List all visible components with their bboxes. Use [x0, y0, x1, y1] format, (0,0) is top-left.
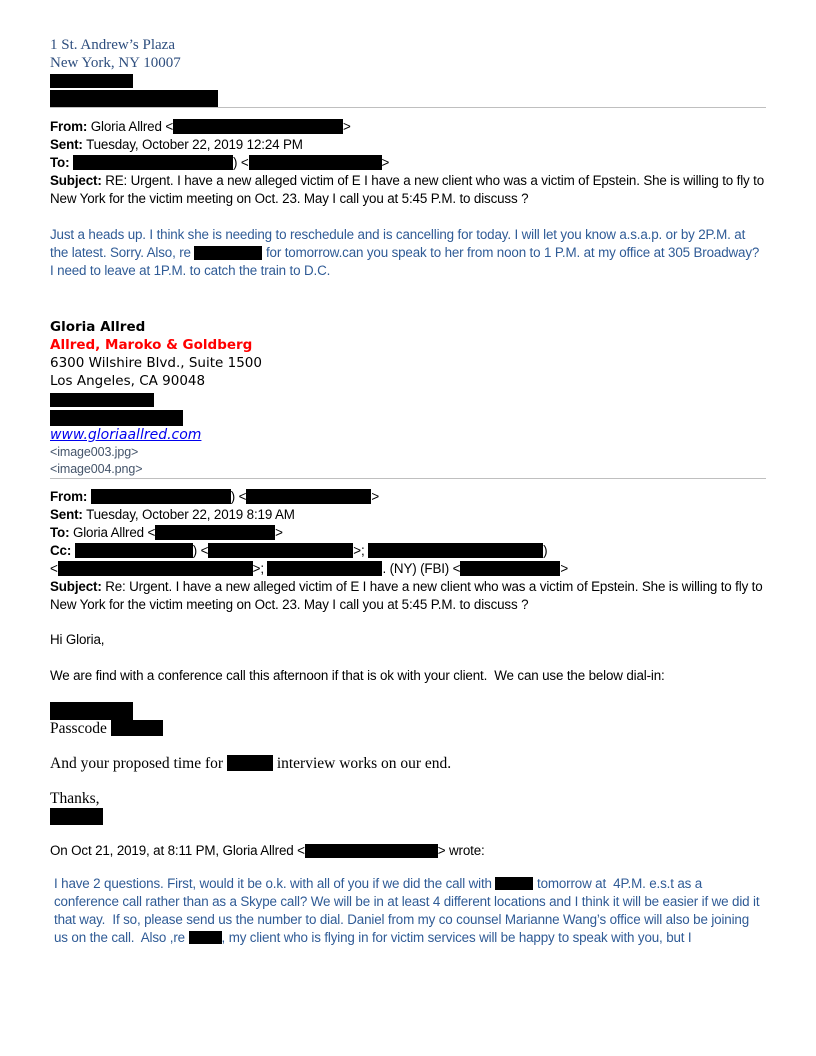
attachment-placeholder-image004: <image004.png> — [50, 462, 143, 476]
letterhead-address-line2: New York, NY 10007 — [50, 55, 181, 71]
redaction-bar — [73, 155, 233, 170]
subject-label: Subject: — [50, 579, 102, 594]
signature-name: Gloria Allred — [50, 319, 146, 335]
redaction-bar — [194, 246, 262, 260]
email2-from-line — [50, 488, 766, 506]
email1-from-line — [50, 118, 766, 136]
subject-value: Re: Urgent. I have a new alleged victim of E I have a new client who was a victim of Epstein. She is willing to fly to New York for the victim meeting on Oct. 23. May I call you at 5:45 P.M. to discuss ? — [50, 579, 763, 612]
from-label: From: — [50, 119, 88, 134]
email2-to-line — [50, 524, 766, 542]
proposed-text: And your proposed time for — [50, 755, 227, 772]
intro-text: > wrote: — [437, 843, 485, 858]
quote-text: , my client who is flying in for victim services will be happy to speak with you, but I — [221, 930, 692, 945]
cc-open: < — [50, 561, 58, 576]
cc-separator: ) — [543, 543, 548, 558]
subject-value: RE: Urgent. I have a new alleged victim of E I have a new client who was a victim of Epstein. She is willing to fly to New York for the victim meeting on Oct. 23. May I call you at 5:45 P.M. to discuss ? — [50, 173, 765, 206]
redaction-bar — [58, 561, 253, 576]
to-close: > — [381, 155, 390, 170]
to-value: Gloria Allred < — [69, 525, 156, 540]
body-text: Just a heads up. I think she is needing to reschedule and is cancelling for today. I will let you know a.s.a.p. or by 2P.M. at the latest. Sorry. Also, re — [50, 227, 749, 260]
sent-label: Sent: — [50, 507, 83, 522]
email2-cc-line1 — [50, 542, 766, 560]
proposed-text: interview works on our end. — [272, 755, 452, 772]
cc-close: > — [560, 561, 569, 576]
redaction-bar — [227, 755, 273, 771]
quote-text: I have 2 questions. First, would it be o.k. with all of you if we did the call with — [54, 876, 496, 891]
passcode-label: Passcode — [50, 720, 111, 737]
redaction-bar — [267, 561, 382, 576]
from-value: Gloria Allred < — [87, 119, 173, 134]
cc-separator: ) < — [192, 543, 209, 558]
redaction-bar — [495, 877, 533, 890]
thread-separator — [50, 478, 766, 479]
redaction-bar — [50, 74, 133, 88]
redaction-bar — [460, 561, 560, 576]
cc-separator: >; — [353, 543, 369, 558]
from-label: From: — [50, 489, 88, 504]
redaction-bar — [111, 720, 163, 736]
from-separator: ) < — [230, 489, 247, 504]
email1-header — [50, 118, 766, 208]
subject-label: Subject: — [50, 173, 102, 188]
redaction-bar — [50, 410, 183, 426]
letterhead — [50, 36, 766, 107]
cc-fbi-text: . (NY) (FBI) < — [382, 561, 461, 576]
email2-greeting: Hi Gloria, — [50, 632, 105, 647]
signature-firm: Allred, Maroko & Goldberg — [50, 337, 253, 353]
signature-address-line1: 6300 Wilshire Blvd., Suite 1500 — [50, 355, 262, 371]
website-link[interactable]: www.gloriaallred.com — [50, 427, 202, 443]
passcode-line — [50, 720, 766, 738]
redaction-bar — [249, 155, 382, 170]
email2-closing: Thanks, — [50, 790, 100, 807]
letterhead-address-line1: 1 St. Andrew’s Plaza — [50, 37, 175, 53]
redaction-bar — [50, 808, 103, 825]
to-label: To: — [50, 155, 70, 170]
email2-subject-line — [50, 578, 766, 614]
redaction-bar — [368, 543, 543, 558]
to-separator: ) < — [232, 155, 249, 170]
quoted-email-paragraph — [54, 875, 764, 947]
email1-sent-line — [50, 136, 766, 154]
redaction-bar — [173, 119, 343, 134]
proposed-time-line — [50, 755, 766, 773]
email1-subject-line — [50, 172, 766, 208]
email2-body-line: We are find with a conference call this afternoon if that is ok with your client. We can use the below dial-in: — [50, 668, 665, 683]
sent-value: Tuesday, October 22, 2019 8:19 AM — [82, 507, 295, 522]
redaction-bar — [50, 702, 133, 720]
quote-text: tomorrow at 4P.M. e.s.t as a conference call rather than as a Skype call? We will be in at least 4 different locations and I think it will be easier if we did it that way. If so, please send us the number to dial. Daniel from my co counsel Marianne Wang’s office will also be joining us on the call. Also ,re — [54, 876, 763, 945]
redaction-bar — [50, 90, 218, 107]
signature-address-line2: Los Angeles, CA 90048 — [50, 373, 206, 389]
sent-label: Sent: — [50, 137, 83, 152]
intro-text: On Oct 21, 2019, at 8:11 PM, Gloria Allred < — [50, 843, 305, 858]
email2-cc-line2 — [50, 560, 766, 578]
to-label: To: — [50, 525, 70, 540]
redaction-bar — [208, 543, 353, 558]
signature-block — [50, 318, 766, 478]
email1-to-line — [50, 154, 766, 172]
sent-value: Tuesday, October 22, 2019 12:24 PM — [82, 137, 303, 152]
cc-separator: >; — [252, 561, 268, 576]
email2-sent-line — [50, 506, 766, 524]
redaction-bar — [305, 844, 438, 858]
to-close: > — [275, 525, 283, 540]
redaction-bar — [75, 543, 193, 558]
redaction-bar — [91, 489, 231, 504]
email2-header — [50, 488, 766, 614]
thread-separator — [50, 107, 766, 108]
email1-body-paragraph — [50, 226, 766, 280]
quoted-email-intro — [50, 842, 766, 860]
from-close: > — [342, 119, 351, 134]
cc-label: Cc: — [50, 543, 72, 558]
from-close: > — [371, 489, 379, 504]
attachment-placeholder-image003: <image003.jpg> — [50, 445, 139, 459]
redaction-bar — [189, 931, 222, 944]
redaction-bar — [246, 489, 371, 504]
redaction-bar — [50, 393, 154, 407]
redaction-bar — [155, 525, 275, 540]
body-text: for tomorrow.can you speak to her from noon to 1 P.M. at my office at 305 Broadway? I need to leave at 1P.M. to catch the train to D.C. — [50, 245, 763, 278]
